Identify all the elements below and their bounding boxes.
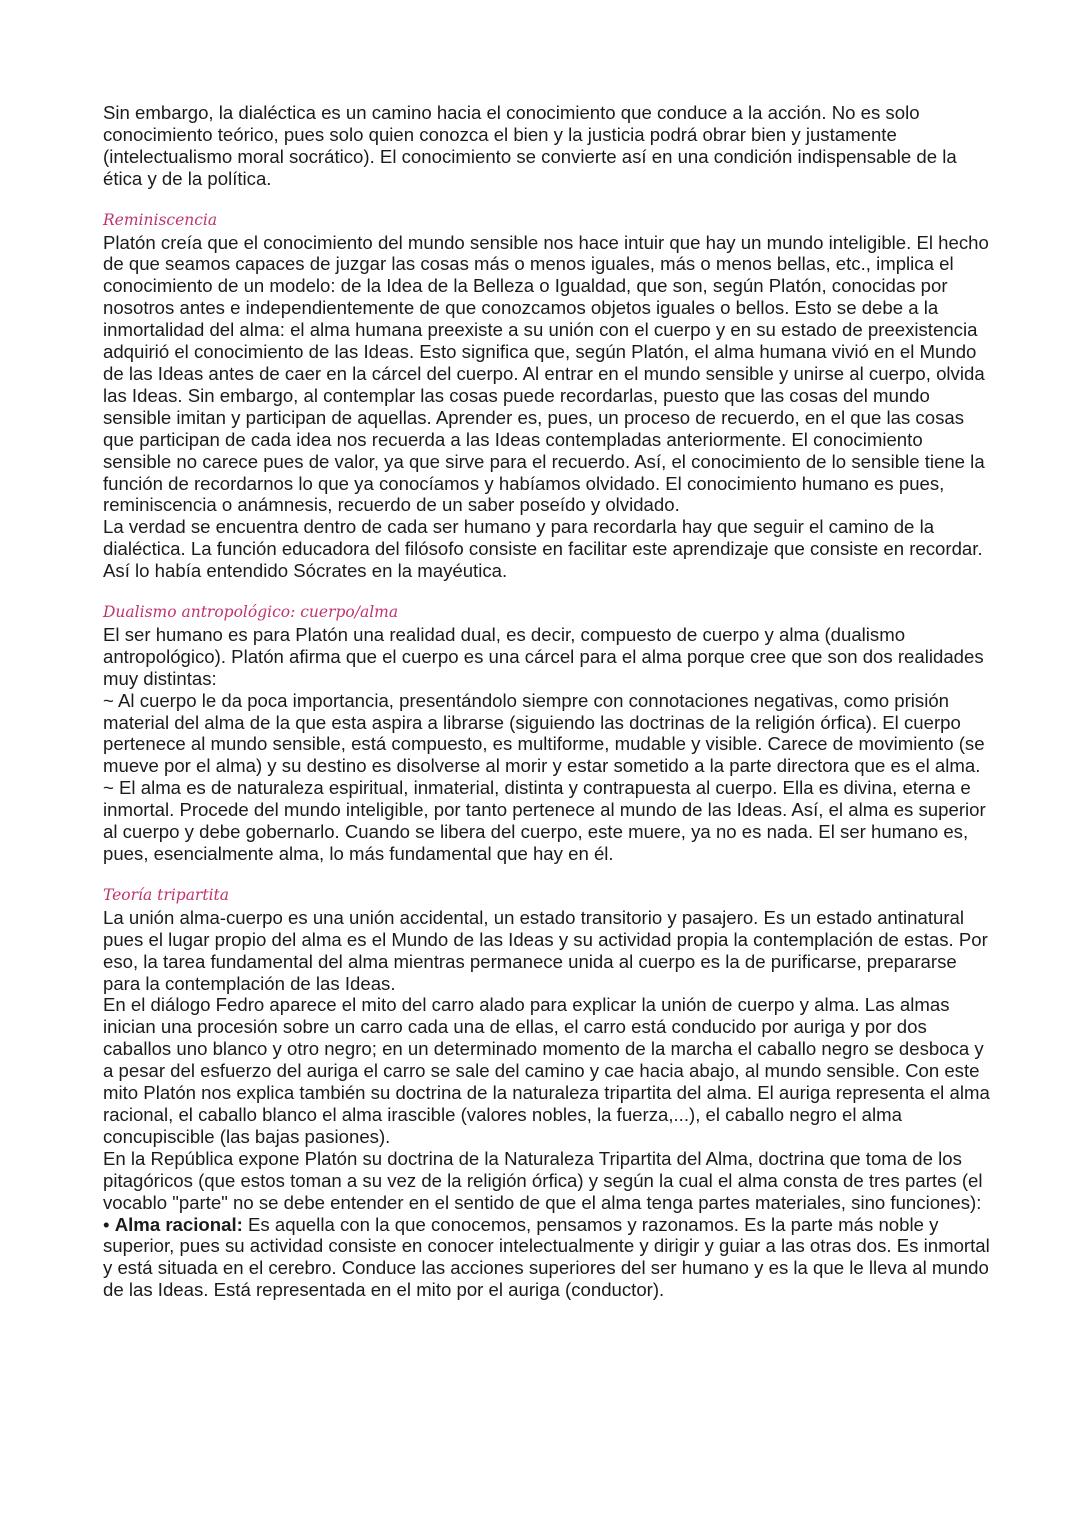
section-gap — [103, 865, 993, 885]
bullet-label: Alma racional: — [114, 1213, 243, 1235]
reminiscencia-paragraph-1: Platón creía que el conocimiento del mundo sensible nos hace intuir que hay un mundo inteligible. El hecho de que seamos capaces de juzgar las cosas más o menos iguales, más o menos bellas, etc., implica el conocimiento de un modelo: de la Idea de la Belleza o Igualdad, que son, según Platón, conocidas por nosotros antes e independientemente de que conozcamos objetos iguales o bellos. Esto se debe a la inmortalidad del alma: el alma humana preexiste a su unión con el cuerpo y en su estado de preexistencia adquirió el conocimiento de las Ideas. Esto significa que, según Platón, el alma humana vivió en el Mundo de las Ideas antes de caer en la cárcel del cuerpo. Al entrar en el mundo sensible y unirse al cuerpo, olvida las Ideas. Sin embargo, al contemplar las cosas puede recordarlas, puesto que las cosas del mundo sensible imitan y participan de aquellas. Aprender es, pues, un proceso de recuerdo, en el que las cosas que participan de cada idea nos recuerda a las Ideas contempladas anteriormente. El conocimiento sensible no carece pues de valor, ya que sirve para el recuerdo. Así, el conocimiento de lo sensible tiene la función de recordarnos lo que ya conocíamos y habíamos olvidado. El conocimiento humano es pues, reminiscencia o anámnesis, recuerdo de un saber poseído y olvidado. — [103, 231, 989, 516]
bullet-text: Es aquella con la que conocemos, pensamos y razonamos. Es la parte más noble y superior, pues su actividad consiste en conocer intelectualmente y dirigir y guiar a las otras dos. Es inmortal y está situada en el cerebro. Conduce las acciones superiores del ser humano y es la que le lleva al mundo de las Ideas. Está representada en el mito por el auriga (conductor). — [103, 1213, 990, 1301]
section-heading-reminiscencia: Reminiscencia — [103, 210, 218, 229]
dualismo-paragraph-alma: ~ El alma es de naturaleza espiritual, inmaterial, distinta y contrapuesta al cuerpo. Ella es divina, eterna e inmortal. Procede del mundo inteligible, por tanto pertenece al mundo de las Ideas. Así, el alma es superior al cuerpo y debe gobernarlo. Cuando se libera del cuerpo, este muere, ya no es nada. El ser humano es, pues, esencialmente alma, lo más fundamental que hay en él. — [103, 777, 986, 864]
tripartita-paragraph-1: La unión alma-cuerpo es una unión accidental, un estado transitorio y pasajero. Es un estado antinatural pues el lugar propio del alma es el Mundo de las Ideas y su actividad propia la contemplación de estas. Por eso, la tarea fundamental del alma mientras permanece unida al cuerpo es la de purificarse, prepararse para la contemplación de las Ideas. — [103, 906, 988, 994]
bullet-marker: • — [103, 1213, 110, 1235]
page-content — [103, 102, 993, 1301]
section-heading-tripartita: Teoría tripartita — [103, 885, 229, 904]
reminiscencia-paragraph-2: La verdad se encuentra dentro de cada ser humano y para recordarla hay que seguir el camino de la dialéctica. La función educadora del filósofo consiste en facilitar este aprendizaje que consiste en recordar. Así lo había entendido Sócrates en la mayéutica. — [103, 516, 983, 582]
tripartita-paragraph-2: En el diálogo Fedro aparece el mito del carro alado para explicar la unión de cuerpo y alma. Las almas inician una procesión sobre un carro cada una de ellas, el carro está conducido por auriga y por dos caballos uno blanco y otro negro; en un determinado momento de la marcha el caballo negro se desboca y a pesar del esfuerzo del auriga el carro se sale del camino y cae hacia abajo, al mundo sensible. Con este mito Platón nos explica también su doctrina de la naturaleza tripartita del alma. El auriga representa el alma racional, el caballo blanco el alma irascible (valores nobles, la fuerza,...), el caballo negro el alma concupiscible (las bajas pasiones). — [103, 994, 990, 1147]
dualismo-paragraph-1: El ser humano es para Platón una realidad dual, es decir, compuesto de cuerpo y alma (dualismo antropológico). Platón afirma que el cuerpo es una cárcel para el alma porque cree que son dos realidades muy distintas: — [103, 623, 984, 689]
tripartita-paragraph-3: En la República expone Platón su doctrina de la Naturaleza Tripartita del Alma, doctrina que toma de los pitagóricos (que estos toman a su vez de la religión órfica) y según la cual el alma consta de tres partes (el vocablo "parte" no se debe entender en el sentido de que el alma tenga partes materiales, sino funciones): — [103, 1147, 983, 1213]
section-gap — [103, 582, 993, 602]
section-heading-dualismo: Dualismo antropológico: cuerpo/alma — [103, 603, 399, 622]
dualismo-paragraph-cuerpo: ~ Al cuerpo le da poca importancia, presentándolo siempre con connotaciones negativas, como prisión material del alma de la que esta aspira a librarse (siguiendo las doctrinas de la religión órfica). El cuerpo pertenece al mundo sensible, está compuesto, es multiforme, mudable y visible. Carece de movimiento (se mueve por el alma) y su destino es disolverse al morir y estar sometido a la parte directora que es el alma. — [103, 689, 985, 777]
bullet-alma-racional — [103, 1214, 993, 1302]
section-gap — [103, 190, 993, 210]
intro-paragraph: Sin embargo, la dialéctica es un camino hacia el conocimiento que conduce a la acción. No es solo conocimiento teórico, pues solo quien conozca el bien y la justicia podrá obrar bien y justamente (intelectualismo moral socrático). El conocimiento se convierte así en una condición indispensable de la ética y de la política. — [103, 102, 957, 189]
